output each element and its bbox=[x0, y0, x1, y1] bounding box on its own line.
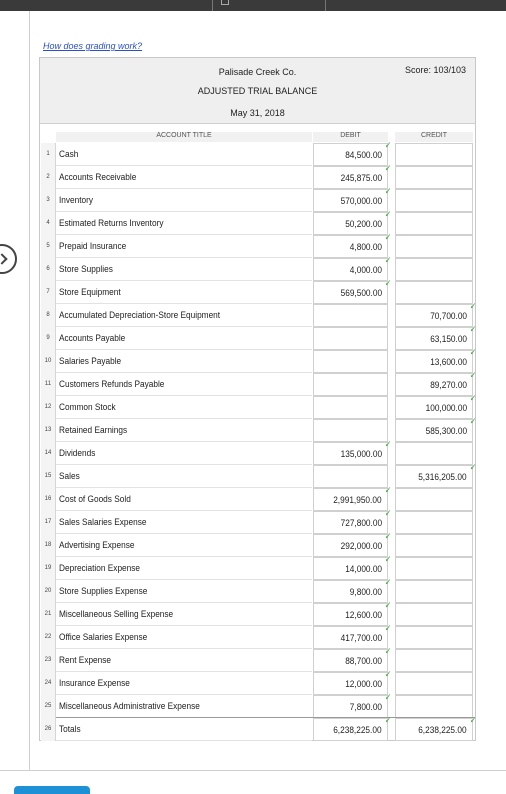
row-number: 7 bbox=[41, 281, 56, 304]
account-title-text: Sales bbox=[59, 471, 80, 481]
debit-input[interactable] bbox=[313, 304, 388, 327]
check-icon: ✓ bbox=[385, 232, 392, 242]
row-number: 1 bbox=[41, 143, 56, 166]
row-number: 16 bbox=[41, 488, 56, 511]
credit-input[interactable] bbox=[395, 534, 473, 557]
debit-input[interactable] bbox=[313, 646, 392, 672]
account-title-text: Store Supplies bbox=[59, 264, 113, 274]
check-icon: ✓ bbox=[470, 393, 477, 403]
account-title-field[interactable] bbox=[56, 350, 312, 373]
row-number: 9 bbox=[41, 327, 56, 350]
check-icon: ✓ bbox=[470, 347, 477, 357]
row-number: 22 bbox=[41, 626, 56, 649]
check-icon: ✓ bbox=[385, 439, 392, 449]
account-title-text: Advertising Expense bbox=[59, 540, 135, 550]
account-title-text: Prepaid Insurance bbox=[59, 241, 127, 251]
account-title-field[interactable] bbox=[56, 511, 312, 534]
credit-input[interactable] bbox=[395, 442, 473, 465]
debit-value: 2,991,950.00 bbox=[333, 495, 382, 505]
debit-value: 4,000.00 bbox=[349, 265, 382, 275]
debit-value: 569,500.00 bbox=[340, 288, 382, 298]
debit-input[interactable] bbox=[313, 577, 392, 603]
account-title-text: Salaries Payable bbox=[59, 356, 122, 366]
debit-input[interactable] bbox=[313, 327, 388, 350]
credit-input[interactable] bbox=[395, 393, 477, 419]
chevron-right-icon bbox=[0, 253, 8, 264]
credit-input[interactable] bbox=[395, 324, 477, 350]
report-header bbox=[40, 58, 475, 124]
column-header-account-title: ACCOUNT TITLE bbox=[56, 132, 312, 142]
credit-input[interactable] bbox=[395, 370, 477, 396]
check-icon: ✓ bbox=[385, 600, 392, 610]
credit-input[interactable] bbox=[395, 557, 473, 580]
bottom-action-tab[interactable] bbox=[14, 786, 90, 794]
check-icon: ✓ bbox=[385, 485, 392, 495]
row-number: 15 bbox=[41, 465, 56, 488]
table-row bbox=[40, 577, 475, 603]
row-number: 17 bbox=[41, 511, 56, 534]
table-row bbox=[40, 140, 475, 166]
debit-value: 12,600.00 bbox=[345, 610, 382, 620]
account-title-text: Insurance Expense bbox=[59, 678, 130, 688]
row-number: 26 bbox=[41, 718, 56, 741]
debit-input[interactable] bbox=[313, 232, 392, 258]
row-number: 6 bbox=[41, 258, 56, 281]
account-title-text: Estimated Returns Inventory bbox=[59, 218, 164, 228]
check-icon: ✓ bbox=[385, 531, 392, 541]
table-row bbox=[40, 508, 475, 534]
check-icon: ✓ bbox=[385, 140, 392, 150]
credit-input[interactable] bbox=[395, 347, 477, 373]
row-number: 21 bbox=[41, 603, 56, 626]
row-number: 24 bbox=[41, 672, 56, 695]
table-row bbox=[40, 278, 475, 304]
row-number: 13 bbox=[41, 419, 56, 442]
account-title-text: Store Supplies Expense bbox=[59, 586, 148, 596]
account-title-field[interactable] bbox=[56, 626, 312, 649]
top-toolbar bbox=[0, 0, 506, 11]
account-title-text: Common Stock bbox=[59, 402, 116, 412]
table-row bbox=[40, 531, 475, 557]
left-divider bbox=[29, 11, 30, 771]
report-date: May 31, 2018 bbox=[230, 108, 285, 118]
table-row bbox=[40, 163, 475, 189]
debit-input[interactable] bbox=[313, 692, 392, 718]
credit-input[interactable] bbox=[395, 416, 477, 442]
table-row bbox=[40, 462, 477, 488]
table-row bbox=[40, 255, 475, 281]
row-number: 8 bbox=[41, 304, 56, 327]
credit-value: 5,316,205.00 bbox=[418, 472, 467, 482]
account-title-field[interactable] bbox=[56, 603, 312, 626]
table-row bbox=[40, 439, 475, 465]
report-title: ADJUSTED TRIAL BALANCE bbox=[197, 86, 318, 96]
account-title-field[interactable] bbox=[56, 327, 312, 350]
table-row bbox=[40, 600, 475, 626]
check-icon: ✓ bbox=[385, 163, 392, 173]
account-title-text: Depreciation Expense bbox=[59, 563, 141, 573]
account-title-field[interactable] bbox=[56, 304, 312, 327]
bottom-divider bbox=[0, 770, 506, 771]
next-question-button[interactable] bbox=[0, 244, 17, 274]
account-title-text: Rent Expense bbox=[59, 655, 112, 665]
credit-value: 89,270.00 bbox=[430, 380, 467, 390]
debit-value: 245,875.00 bbox=[340, 173, 382, 183]
row-number: 14 bbox=[41, 442, 56, 465]
table-row bbox=[40, 416, 477, 442]
account-title-field[interactable] bbox=[56, 718, 312, 741]
credit-input[interactable] bbox=[395, 603, 473, 626]
account-title-text: Sales Salaries Expense bbox=[59, 517, 147, 527]
account-title-text: Office Salaries Expense bbox=[59, 632, 148, 642]
credit-input[interactable] bbox=[395, 143, 473, 166]
debit-input[interactable] bbox=[313, 600, 392, 626]
credit-input[interactable] bbox=[395, 715, 477, 741]
row-number: 23 bbox=[41, 649, 56, 672]
credit-value: 63,150.00 bbox=[430, 334, 467, 344]
table-row bbox=[40, 393, 477, 419]
debit-input[interactable] bbox=[313, 373, 388, 396]
debit-value: 12,000.00 bbox=[345, 679, 382, 689]
table-row bbox=[40, 324, 477, 350]
debit-input[interactable] bbox=[313, 186, 392, 212]
account-title-text: Cash bbox=[59, 149, 79, 159]
debit-input[interactable] bbox=[313, 485, 392, 511]
row-number: 10 bbox=[41, 350, 56, 373]
account-title-field[interactable] bbox=[56, 488, 312, 511]
account-title-field[interactable] bbox=[56, 695, 312, 718]
row-number: 12 bbox=[41, 396, 56, 419]
debit-value: 14,000.00 bbox=[345, 564, 382, 574]
column-header-debit: DEBIT bbox=[313, 132, 388, 142]
account-title-text: Customers Refunds Payable bbox=[59, 379, 165, 389]
account-title-text: Accounts Payable bbox=[59, 333, 126, 343]
account-title-field[interactable] bbox=[56, 557, 312, 580]
credit-input[interactable] bbox=[395, 258, 473, 281]
check-icon: ✓ bbox=[385, 646, 392, 656]
account-title-text: Totals bbox=[59, 724, 81, 734]
account-title-text: Store Equipment bbox=[59, 287, 121, 297]
account-title-text: Miscellaneous Administrative Expense bbox=[59, 701, 200, 711]
debit-input[interactable] bbox=[313, 396, 388, 419]
credit-value: 585,300.00 bbox=[425, 426, 467, 436]
account-title-field[interactable] bbox=[56, 465, 312, 488]
calculator-icon bbox=[221, 0, 229, 5]
debit-value: 9,800.00 bbox=[349, 587, 382, 597]
account-title-text: Dividends bbox=[59, 448, 96, 458]
check-icon: ✓ bbox=[385, 669, 392, 679]
check-icon: ✓ bbox=[385, 577, 392, 587]
account-title-field[interactable] bbox=[56, 373, 312, 396]
check-icon: ✓ bbox=[385, 209, 392, 219]
debit-input[interactable] bbox=[313, 163, 392, 189]
debit-input[interactable] bbox=[313, 465, 388, 488]
check-icon: ✓ bbox=[385, 623, 392, 633]
row-number: 3 bbox=[41, 189, 56, 212]
debit-input[interactable] bbox=[313, 508, 392, 534]
credit-input[interactable] bbox=[395, 189, 473, 212]
credit-value: 100,000.00 bbox=[425, 403, 467, 413]
account-title-field[interactable] bbox=[56, 419, 312, 442]
table-row bbox=[40, 485, 475, 511]
row-number: 18 bbox=[41, 534, 56, 557]
credit-input[interactable] bbox=[395, 511, 473, 534]
debit-value: 292,000.00 bbox=[340, 541, 382, 551]
debit-input[interactable] bbox=[313, 669, 392, 695]
table-row bbox=[40, 209, 475, 235]
credit-input[interactable] bbox=[395, 166, 473, 189]
account-title-field[interactable] bbox=[56, 235, 312, 258]
table-row bbox=[40, 623, 475, 649]
check-icon: ✓ bbox=[385, 278, 392, 288]
totals-row bbox=[40, 715, 477, 741]
credit-input[interactable] bbox=[395, 212, 473, 235]
debit-input[interactable] bbox=[313, 439, 392, 465]
account-title-field[interactable] bbox=[56, 672, 312, 695]
account-title-field[interactable] bbox=[56, 396, 312, 419]
debit-input[interactable] bbox=[313, 140, 392, 166]
debit-input[interactable] bbox=[313, 715, 392, 741]
debit-value: 727,800.00 bbox=[340, 518, 382, 528]
credit-input[interactable] bbox=[395, 672, 473, 695]
check-icon: ✓ bbox=[385, 186, 392, 196]
table-row bbox=[40, 646, 475, 672]
row-number: 11 bbox=[41, 373, 56, 396]
account-title-text: Accumulated Depreciation-Store Equipment bbox=[59, 310, 221, 320]
credit-input[interactable] bbox=[395, 695, 473, 718]
debit-input[interactable] bbox=[313, 554, 392, 580]
table-row bbox=[40, 347, 477, 373]
row-number: 20 bbox=[41, 580, 56, 603]
account-title-text: Miscellaneous Selling Expense bbox=[59, 609, 174, 619]
debit-input[interactable] bbox=[313, 350, 388, 373]
table-row bbox=[40, 669, 475, 695]
calculator-tool-button[interactable] bbox=[212, 0, 326, 11]
debit-value: 7,800.00 bbox=[349, 702, 382, 712]
row-number: 19 bbox=[41, 557, 56, 580]
debit-value: 6,238,225.00 bbox=[333, 725, 382, 735]
debit-value: 570,000.00 bbox=[340, 196, 382, 206]
trial-balance-panel bbox=[39, 57, 476, 741]
debit-input[interactable] bbox=[313, 209, 392, 235]
row-number: 2 bbox=[41, 166, 56, 189]
debit-input[interactable] bbox=[313, 255, 392, 281]
row-number: 25 bbox=[41, 695, 56, 718]
account-title-field[interactable] bbox=[56, 281, 312, 304]
credit-input[interactable] bbox=[395, 626, 473, 649]
company-name: Palisade Creek Co. bbox=[218, 67, 297, 77]
debit-value: 135,000.00 bbox=[340, 449, 382, 459]
debit-value: 50,200.00 bbox=[345, 219, 382, 229]
debit-input[interactable] bbox=[313, 531, 392, 557]
check-icon: ✓ bbox=[385, 508, 392, 518]
account-title-field[interactable] bbox=[56, 212, 312, 235]
account-title-text: Accounts Receivable bbox=[59, 172, 137, 182]
check-icon: ✓ bbox=[470, 324, 477, 334]
credit-input[interactable] bbox=[395, 488, 473, 511]
debit-value: 84,500.00 bbox=[345, 150, 382, 160]
credit-input[interactable] bbox=[395, 281, 473, 304]
table-row bbox=[40, 692, 475, 718]
account-title-text: Cost of Goods Sold bbox=[59, 494, 131, 504]
check-icon: ✓ bbox=[470, 462, 477, 472]
account-title-field[interactable] bbox=[56, 442, 312, 465]
check-icon: ✓ bbox=[385, 692, 392, 702]
account-title-text: Retained Earnings bbox=[59, 425, 128, 435]
table-row bbox=[40, 554, 475, 580]
table-row bbox=[40, 186, 475, 212]
debit-input[interactable] bbox=[313, 623, 392, 649]
credit-input[interactable] bbox=[395, 462, 477, 488]
score-label: Score: 103/103 bbox=[404, 65, 466, 75]
credit-input[interactable] bbox=[395, 649, 473, 672]
account-title-text: Inventory bbox=[59, 195, 94, 205]
debit-input[interactable] bbox=[313, 278, 392, 304]
account-title-field[interactable] bbox=[56, 143, 312, 166]
credit-value: 6,238,225.00 bbox=[418, 725, 467, 735]
row-number: 4 bbox=[41, 212, 56, 235]
debit-value: 417,700.00 bbox=[340, 633, 382, 643]
check-icon: ✓ bbox=[385, 715, 392, 725]
table-row bbox=[40, 232, 475, 258]
table-row bbox=[40, 301, 477, 327]
account-title-field[interactable] bbox=[56, 258, 312, 281]
credit-input[interactable] bbox=[395, 235, 473, 258]
credit-input[interactable] bbox=[395, 580, 473, 603]
column-header-credit: CREDIT bbox=[395, 132, 473, 142]
account-title-field[interactable] bbox=[56, 166, 312, 189]
credit-input[interactable] bbox=[395, 301, 477, 327]
check-icon: ✓ bbox=[470, 370, 477, 380]
check-icon: ✓ bbox=[385, 255, 392, 265]
credit-value: 70,700.00 bbox=[430, 311, 467, 321]
check-icon: ✓ bbox=[385, 554, 392, 564]
credit-value: 13,600.00 bbox=[430, 357, 467, 367]
check-icon: ✓ bbox=[470, 715, 477, 725]
check-icon: ✓ bbox=[470, 301, 477, 311]
account-title-field[interactable] bbox=[56, 189, 312, 212]
check-icon: ✓ bbox=[470, 416, 477, 426]
table-row bbox=[40, 370, 477, 396]
debit-value: 88,700.00 bbox=[345, 656, 382, 666]
debit-input[interactable] bbox=[313, 419, 388, 442]
how-grading-works-link[interactable]: How does grading work? bbox=[43, 41, 143, 51]
debit-value: 4,800.00 bbox=[349, 242, 382, 252]
account-title-field[interactable] bbox=[56, 580, 312, 603]
row-number: 5 bbox=[41, 235, 56, 258]
account-title-field[interactable] bbox=[56, 649, 312, 672]
account-title-field[interactable] bbox=[56, 534, 312, 557]
